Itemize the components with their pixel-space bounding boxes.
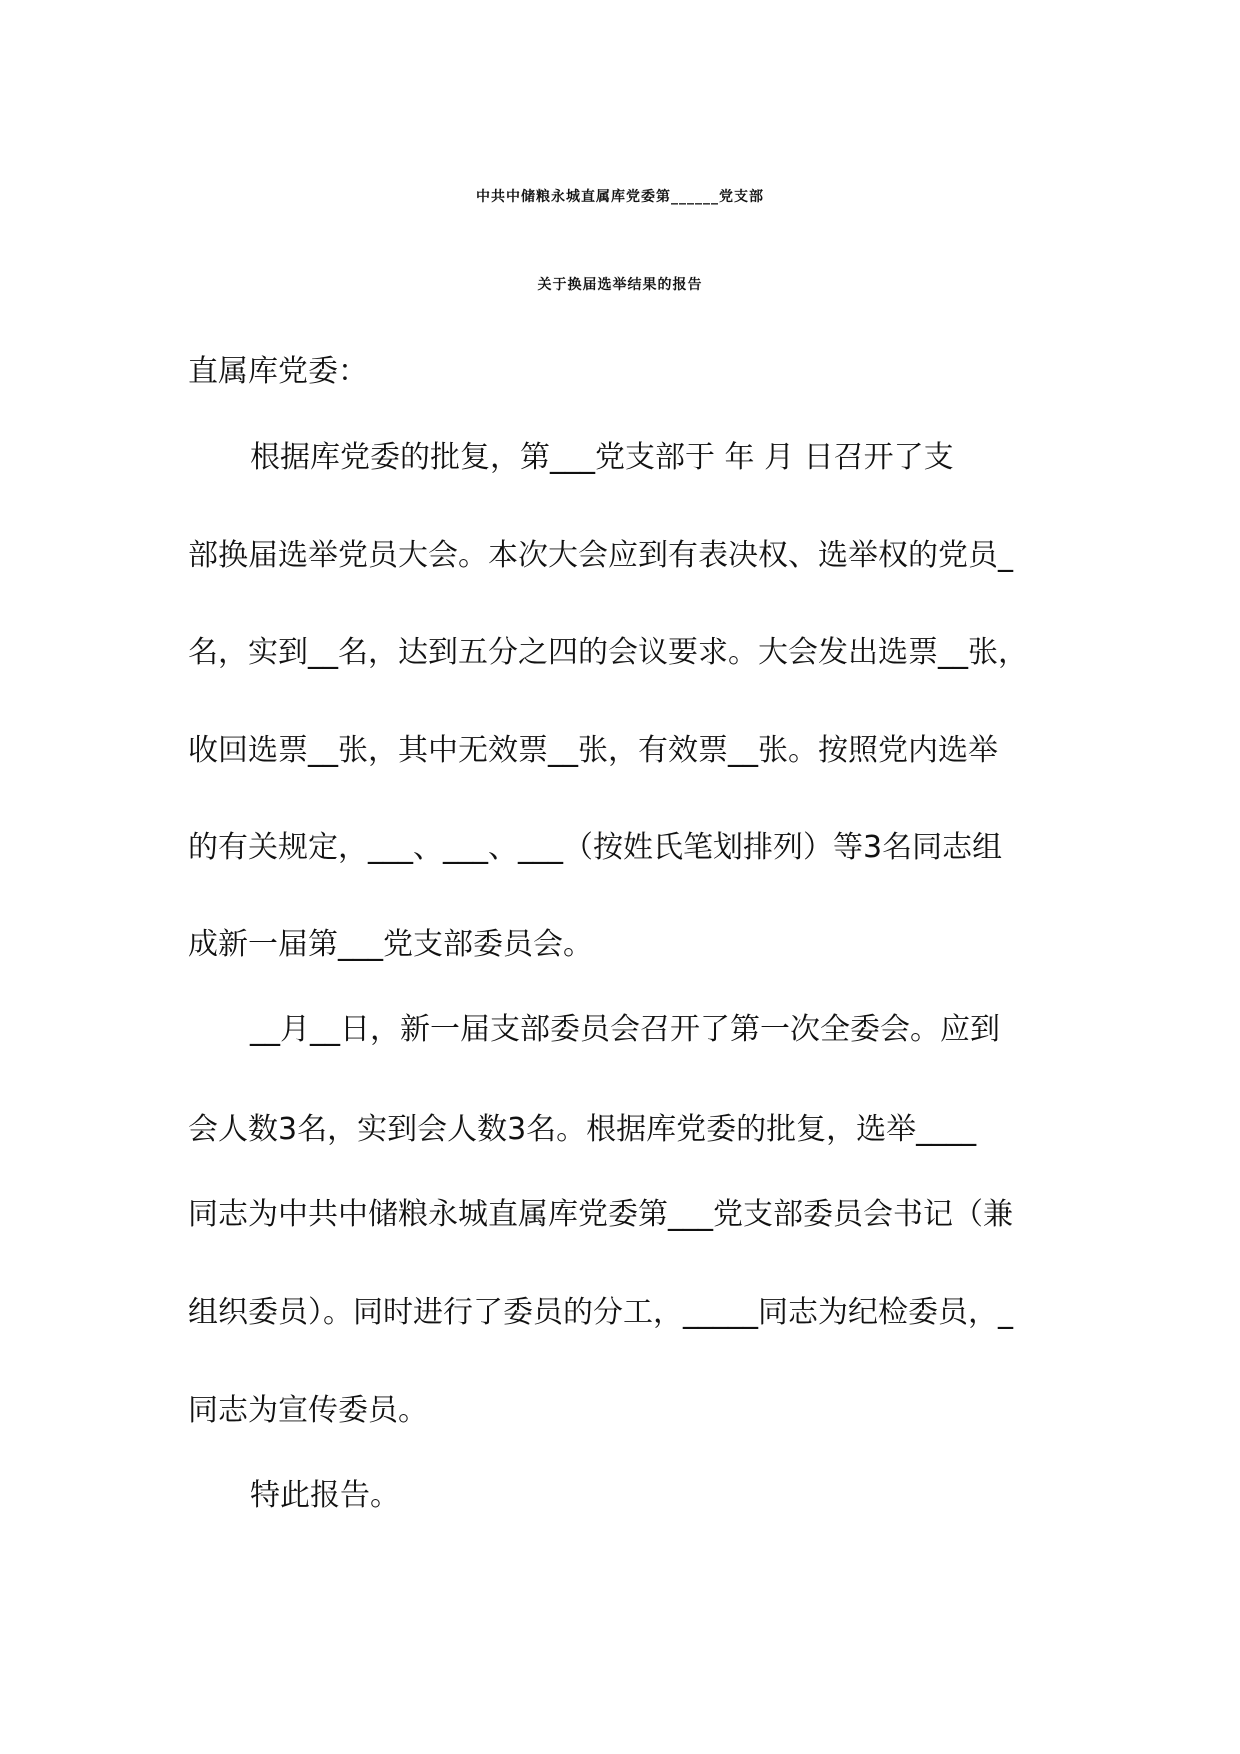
- body-line: 名，实到__名，达到五分之四的会议要求。大会发出选票__张，: [188, 635, 1028, 670]
- body-line: 部换届选举党员大会。本次大会应到有表决权、选举权的党员_: [188, 538, 1013, 573]
- body-line: 根据库党委的批复，第___党支部于 年 月 日召开了支: [250, 440, 954, 475]
- report-title-line1: 中共中储粮永城直属库党委第______党支部: [476, 189, 764, 205]
- salutation: 直属库党委：: [188, 354, 368, 389]
- body-line: 会人数3名，实到会人数3名。根据库党委的批复，选举____: [188, 1112, 977, 1147]
- body-line: 成新一届第___党支部委员会。: [188, 927, 593, 962]
- body-line: 同志为宣传委员。: [188, 1393, 428, 1428]
- body-line: 同志为中共中储粮永城直属库党委第___党支部委员会书记（兼: [188, 1197, 1013, 1232]
- closing-line: 特此报告。: [250, 1478, 400, 1513]
- body-line: 组织委员）。同时进行了委员的分工，_____同志为纪检委员，_: [188, 1295, 1013, 1330]
- body-line: __月__日，新一届支部委员会召开了第一次全委会。应到: [250, 1012, 1000, 1047]
- body-line: 收回选票__张，其中无效票__张，有效票__张。按照党内选举: [188, 733, 998, 768]
- body-line: 的有关规定，___、___、___（按姓氏笔划排列）等3名同志组: [188, 830, 1003, 865]
- report-title-line2: 关于换届选举结果的报告: [537, 277, 703, 293]
